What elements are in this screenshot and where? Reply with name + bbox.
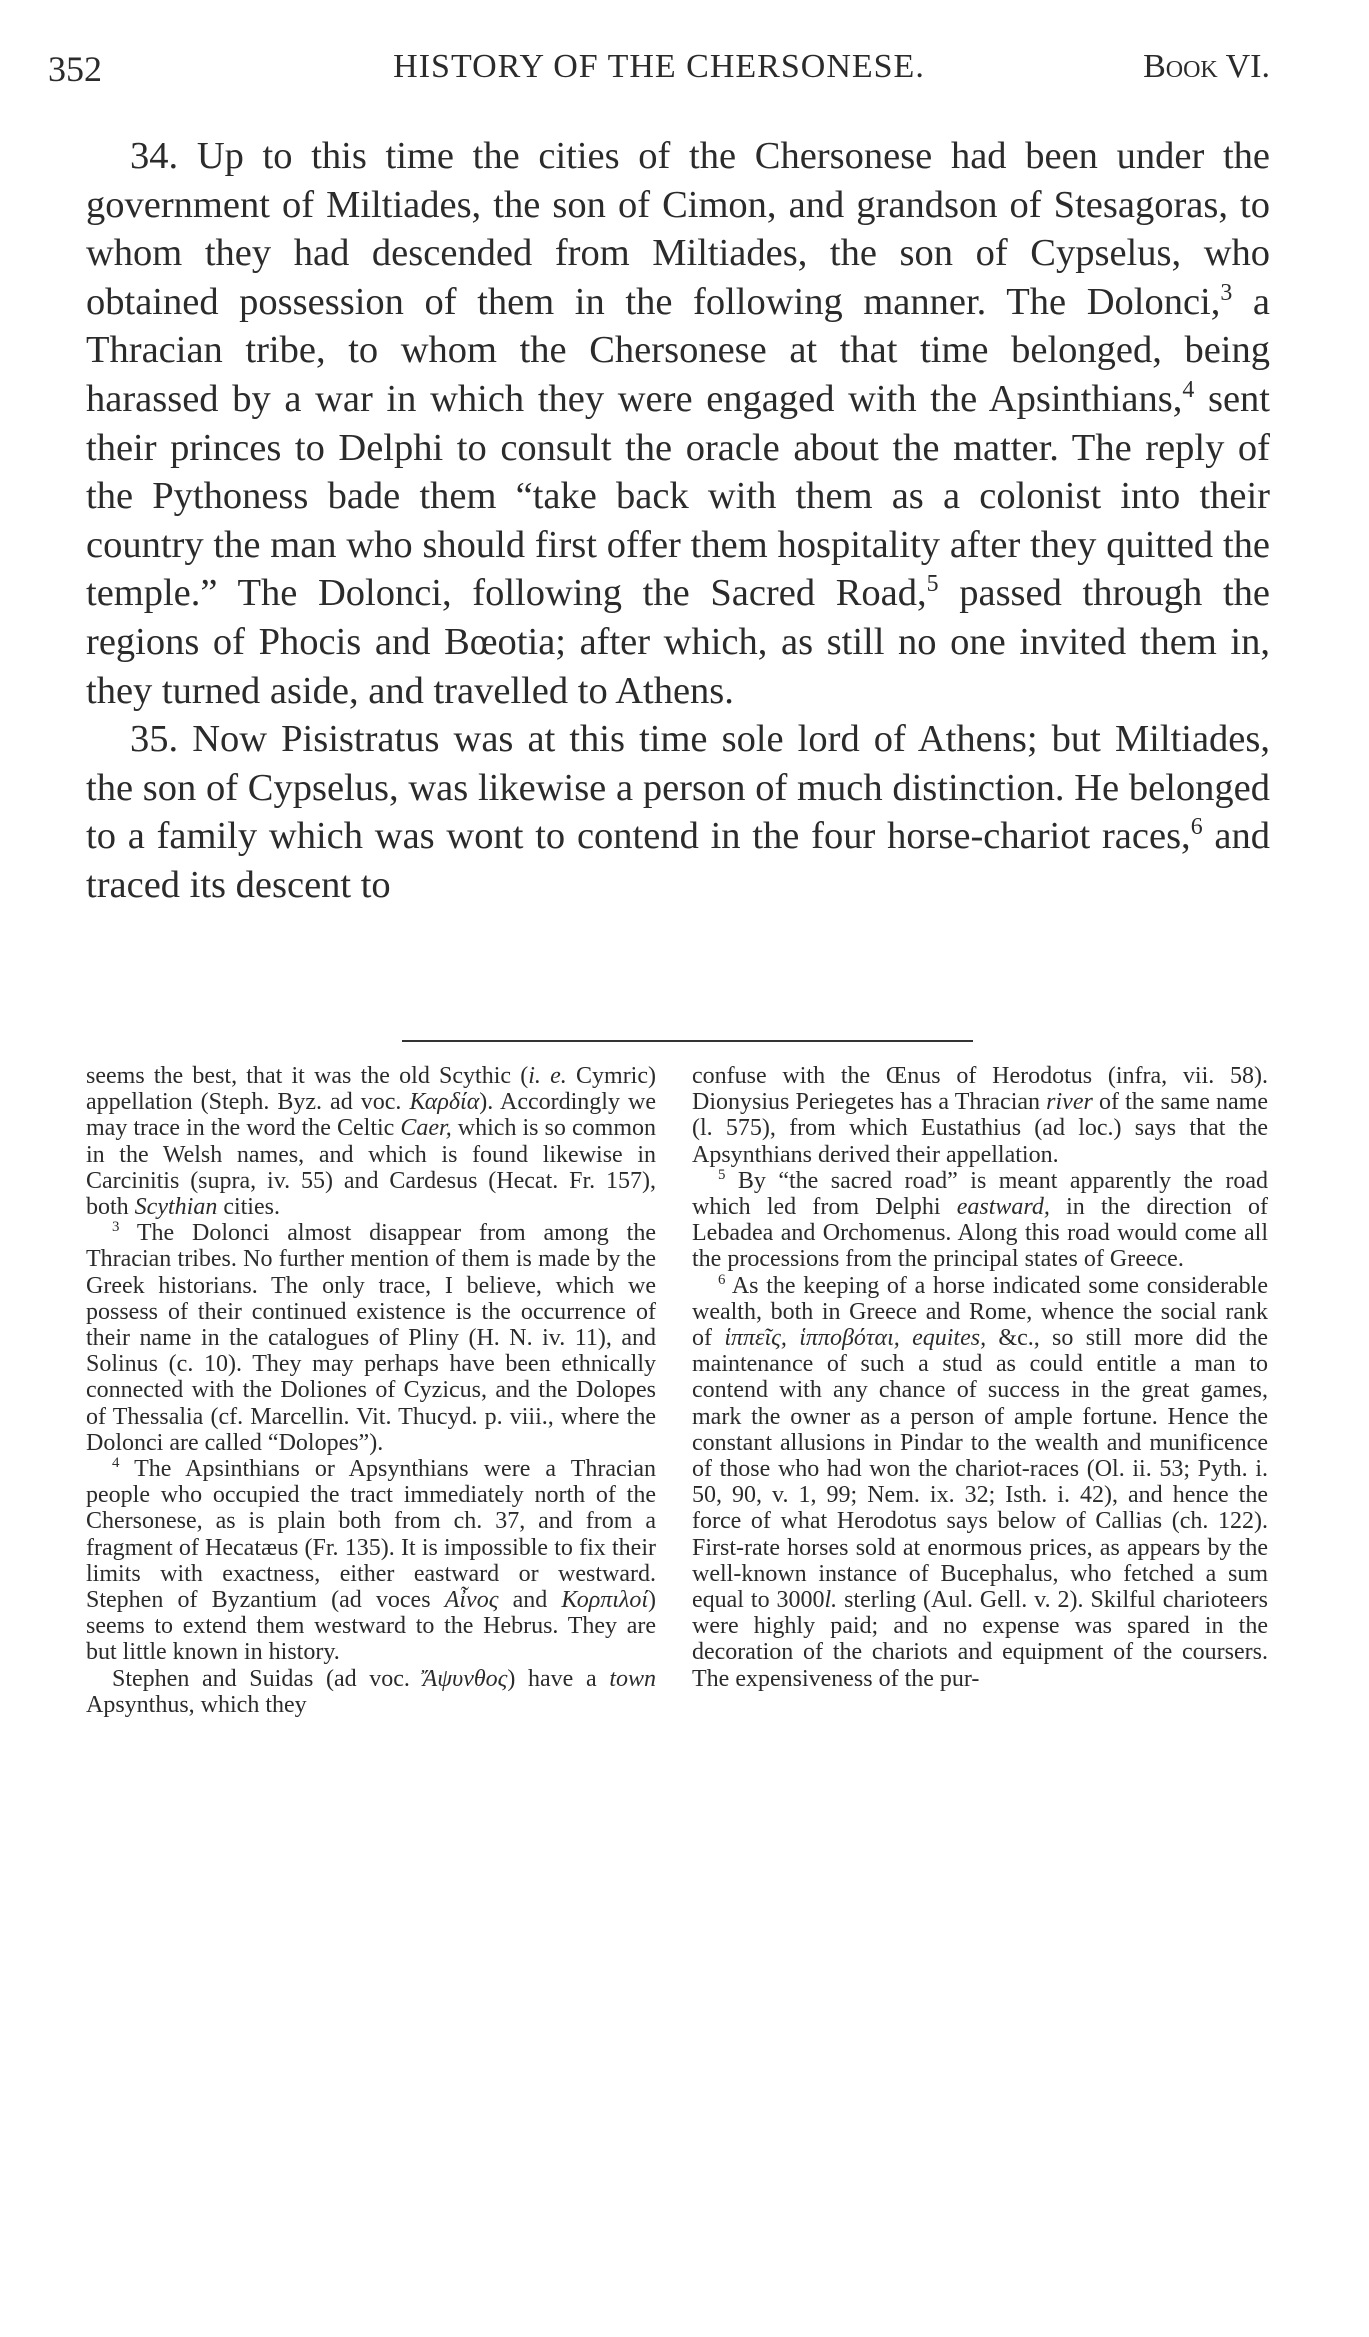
footnote-ref-3: 3 xyxy=(1220,279,1233,306)
footnote-divider xyxy=(402,1040,973,1042)
footnotes-right-column xyxy=(692,1063,1268,1692)
footnote-4: $^4$ The Apsinthians or Apsynthians were a Thracian people who occupied the tract immediately north of the Chersonese, as is plain both from ch. 37, and from a fragment of Hecatæus (Fr. 135). It is impossible to fix their limits with exactness, either eastward or westward. Stephen of Byzantium (ad voces Αἶνος and Κορπιλοί) seems to extend them westward to the Hebrus. They are but little known in history. xyxy=(86,1455,657,1666)
footnote-4-continued: confuse with the Œnus of Herodotus (infra, vii. 58). Dionysius Periegetes has a Thracian river of the same name (l. 575), from which Eustathius (ad loc.) says that the Apsynthians derived their appellation. xyxy=(692,1063,1268,1168)
footnote-2-continued: seems the best, that it was the old Scythic (i. e. Cymric) appellation (Steph. Byz. ad voc. Καρδία). Accordingly we may trace in the word the Celtic Caer, which is so common in the Welsh names, and which is found likewise in Carcinitis (supra, iv. 55) and Cardesus (Hecat. Fr. 157), both Scythian cities. xyxy=(86,1063,656,1221)
running-title: HISTORY OF THE CHERSONESE. xyxy=(393,48,925,85)
main-text xyxy=(86,132,1270,910)
footnote-3: $^3$ The Dolonci almost disappear from among the Thracian tribes. No further mention of them is made by the Greek historians. The only trace, I believe, which we possess of their continued existence is the occurrence of their name in the catalogues of Pliny (H. N. iv. 11), and Solinus (c. 10). They may perhaps have been ethnically connected with the Doliones of Cyzicus, and the Dolopes of Thessalia (cf. Marcellin. Vit. Thucyd. p. viii., where the Dolonci are called “Dolopes”). xyxy=(86,1219,656,1456)
footnote-6: $^6$ As the keeping of a horse indicated some considerable wealth, both in Greece and Rome, whence the social rank of ἱππεῖς, ἱπποβόται, equites, &c., so still more did the maintenance of such a stud as could entitle a man to contend with any chance of success in the great games, mark the owner as a person of ample fortune. Hence the constant allusions in Pindar to the wealth and munificence of those who had won the chariot-races (Ol. ii. 53; Pyth. i. 50, 90, v. 1, 99; Nem. ix. 32; Isth. i. 42), and hence the force of what Herodotus says below of Callias (ch. 122). First-rate horses sold at enormous prices, as appears by the well-known instance of Bucephalus, who fetched a sum equal to 3000l. sterling (Aul. Gell. v. 2). Skilful charioteers were highly paid; and no expense was spared in the decoration of the chariots and equipment of the coursers. The expensiveness of the pur- xyxy=(692,1271,1268,1692)
footnote-ref-5: 5 xyxy=(926,571,939,598)
footnote-ref-4: 4 xyxy=(1182,377,1195,404)
book-label: Book VI. xyxy=(1143,48,1270,85)
footnote-ref-6: 6 xyxy=(1190,814,1203,841)
footnotes-left-column xyxy=(86,1063,656,1718)
page-header xyxy=(48,48,1270,98)
page-number: 352 xyxy=(48,49,102,89)
paragraph-34: 34. Up to this time the cities of the Chersonese had been under the government of Miltiades, the son of Cimon, and grandson of Stesagoras, to whom they had descended from Miltiades, the son of Cypselus, who obtained possession of them in the following manner. The Dolonci,$^3$ a Thracian tribe, to whom the Chersonese at that time belonged, being harassed by a war in which they were engaged with the Apsinthians,$^4$ sent their princes to Delphi to consult the oracle about the matter. The reply of the Pythoness bade them “take back with them as a colonist into their country the man who should first offer them hospitality after they quitted the temple.” The Dolonci, following the Sacred Road,$^5$ passed through the regions of Phocis and Bœotia; after which, as still no one invited them in, they turned aside, and travelled to Athens. xyxy=(86,135,1271,712)
footnote-5: $^5$ By “the sacred road” is meant apparently the road which led from Delphi eastward, in the direction of Lebadea and Orchomenus. Along this road would come all the processions from the principal states of Greece. xyxy=(692,1166,1268,1273)
paragraph-35: 35. Now Pisistratus was at this time sole lord of Athens; but Miltiades, the son of Cypselus, was likewise a person of much distinction. He belonged to a family which was wont to contend in the four horse-chariot races,$^6$ and traced its descent to xyxy=(86,718,1271,906)
footnote-4-second-paragraph: Stephen and Suidas (ad voc. Ἄψυνθος) have a town Apsynthus, which they xyxy=(86,1665,657,1718)
